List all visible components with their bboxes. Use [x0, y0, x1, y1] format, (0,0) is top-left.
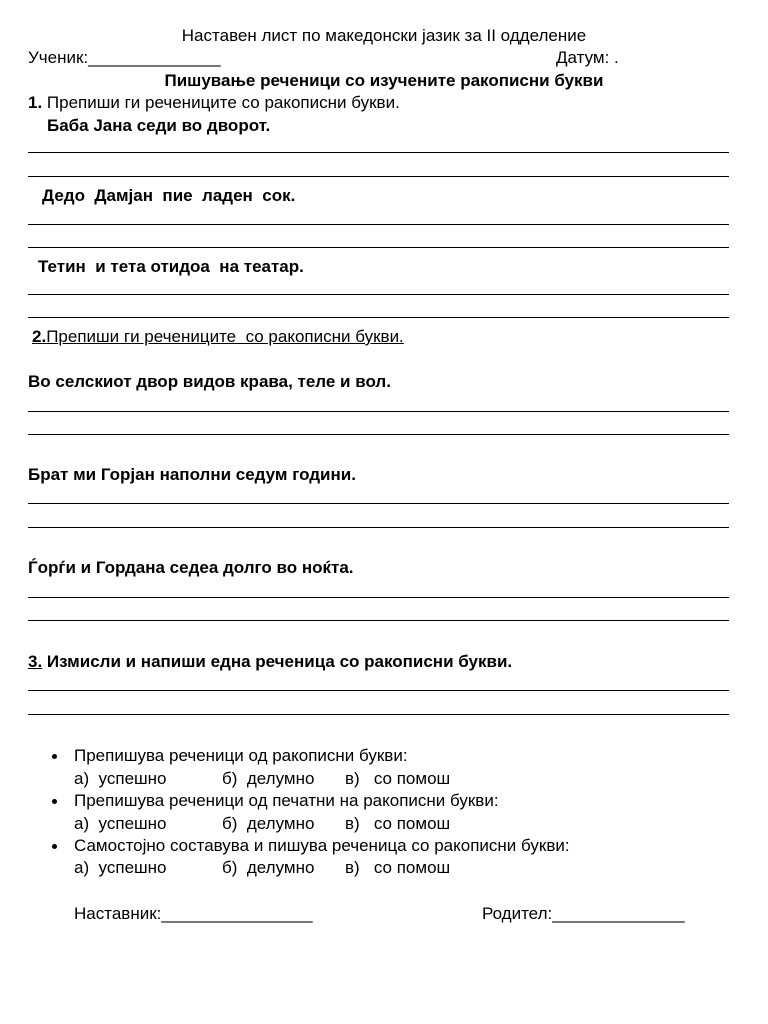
option-a: а) успешно	[74, 858, 167, 877]
writing-line	[28, 224, 729, 225]
writing-line	[28, 434, 729, 435]
option-c: в) со помош	[345, 814, 451, 833]
option-b: б) делумно	[222, 858, 315, 877]
task3-instruction: Измисли и напиши една реченица со ракописни букви.	[46, 652, 513, 671]
task2-sentence-1: Во селскиот двор видов крава, теле и вол.	[28, 372, 391, 391]
writing-line	[28, 597, 729, 598]
option-a: а) успешно	[74, 814, 167, 833]
assessment-item-2: Препишува реченици од печатни на ракописни букви:	[74, 791, 499, 810]
date-field: Датум: .	[556, 48, 619, 67]
student-name-field: Ученик:______________	[28, 48, 221, 67]
parent-signature: Родител:______________	[482, 904, 685, 923]
option-b: б) делумно	[222, 769, 315, 788]
option-c: в) со помош	[345, 858, 451, 877]
writing-line	[28, 411, 729, 412]
task2-heading	[32, 326, 404, 348]
task2-number: 2.	[32, 327, 47, 346]
task1-sentence-3: Тетин и тета отидоа на театар.	[38, 257, 304, 276]
lesson-topic: Пишување реченици со изучените ракописни букви	[164, 71, 604, 90]
writing-line	[28, 714, 729, 715]
option-a: а) успешно	[74, 769, 167, 788]
task1-heading	[28, 92, 400, 114]
task2-instruction: Препиши ги речениците со ракописни букви.	[46, 327, 404, 346]
bullet-icon	[52, 799, 57, 804]
task3-heading	[28, 651, 512, 673]
writing-line	[28, 176, 729, 177]
writing-line	[28, 503, 729, 504]
assessment-item-1: Препишува реченици од ракописни букви:	[74, 746, 408, 765]
writing-line	[28, 527, 729, 528]
writing-line	[28, 294, 729, 295]
writing-line	[28, 247, 729, 248]
bullet-icon	[52, 844, 57, 849]
assessment-item-3: Самостојно составува и пишува реченица со ракописни букви:	[74, 836, 570, 855]
bullet-icon	[52, 754, 57, 759]
writing-line	[28, 620, 729, 621]
task3-number: 3.	[28, 652, 43, 671]
writing-line	[28, 152, 729, 153]
task1-number: 1.	[28, 93, 43, 112]
option-c: в) со помош	[345, 769, 451, 788]
writing-line	[28, 317, 729, 318]
option-b: б) делумно	[222, 814, 315, 833]
worksheet-title: Наставен лист по македонски јазик за II одделение	[181, 26, 587, 45]
task2-sentence-3: Ѓорѓи и Гордана седеа долго во ноќта.	[28, 558, 354, 577]
task1-sentence-2: Дедо Дамјан пие ладен сок.	[42, 186, 296, 205]
writing-line	[28, 690, 729, 691]
teacher-signature: Наставник:________________	[74, 904, 313, 923]
task1-instruction: Препиши ги речениците со ракописни букви.	[46, 93, 400, 112]
task1-sentence-1: Баба Јана седи во дворот.	[47, 116, 271, 135]
task2-sentence-2: Брат ми Горјан наполни седум години.	[28, 465, 356, 484]
